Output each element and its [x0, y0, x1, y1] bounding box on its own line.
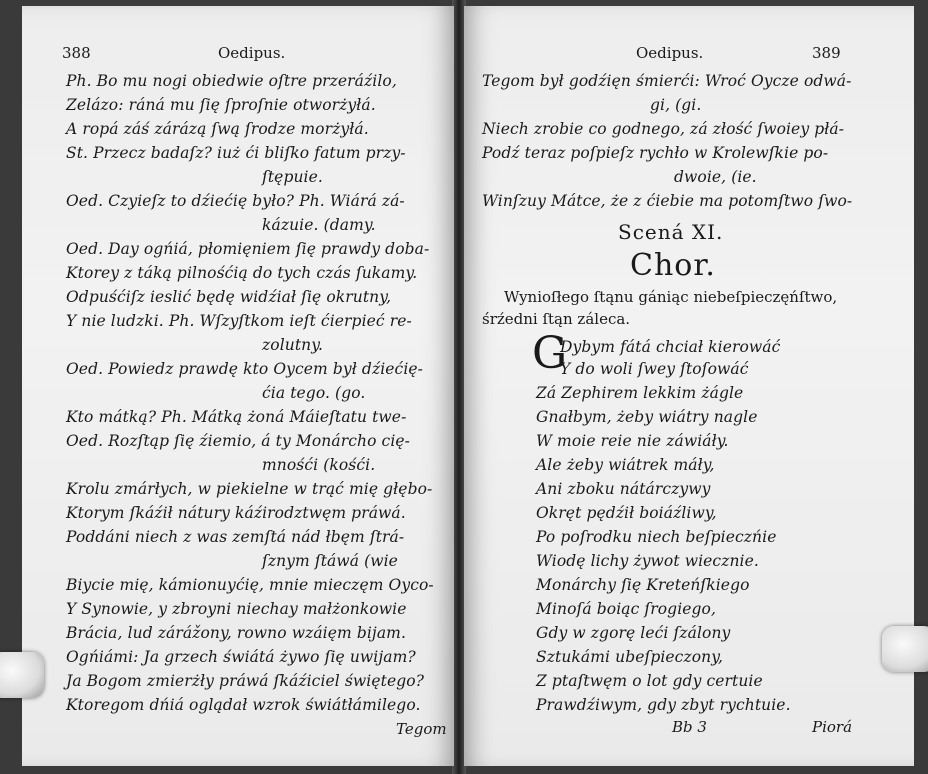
- left-line: Odpuśćiſz ieslić będę widźiał ſię okrutny,: [66, 288, 392, 306]
- right-line: Winſzuy Mátce, że z ćiebie ma potomſtwo ſwo-: [482, 192, 853, 210]
- intro-line: śrźedni ſtąn záleca.: [482, 310, 631, 328]
- left-line: A ropá záś zárázą ſwą ſrodze morżyłá.: [66, 120, 369, 138]
- verse-line: Po poſrodku niech beſpieczńie: [536, 528, 777, 546]
- left-line: ſznym ſtáwá (wie: [262, 552, 398, 570]
- left-line: St. Przecz badaſz? iuż ći bliſko fatum przy-: [66, 144, 406, 162]
- left-catchword: Tegom: [396, 720, 447, 738]
- verse-line: Ale żeby wiátrek máły,: [536, 456, 715, 474]
- verse-line: W moie reie nie záwiáły.: [536, 432, 729, 450]
- left-line: Y Synowie, y zbroyni niechay małżonkowie: [66, 600, 407, 618]
- left-line: mnośći (kośći.: [262, 456, 376, 474]
- verse-line: Okręt pędźił boiáźliwy,: [536, 504, 717, 522]
- verse-line: Zá Zephirem lekkim żágle: [536, 384, 744, 402]
- left-page: [22, 6, 454, 766]
- right-line: Tegom był godźięn śmierći: Wroć Oycze odwá-: [482, 72, 852, 90]
- left-line: Oed. Rozſtąp ſię źiemio, á ty Monárcho cię-: [66, 432, 410, 450]
- verse-line: Minoſá boiąc ſrogiego,: [536, 600, 717, 618]
- scene-title: Scená XI.: [618, 220, 724, 244]
- intro-line: Wynioſłego ſtąnu gániąc niebeſpieczęńſtwo,: [504, 288, 838, 306]
- right-running-head: Oedipus.: [636, 44, 704, 62]
- left-line: Poddáni niech z was zemſtá nád łbęm ſtrá-: [66, 528, 405, 546]
- left-page-number: 388: [62, 44, 91, 62]
- verse-line: Gnałbym, żeby wiátry nagle: [536, 408, 758, 426]
- left-line: ſtępuie.: [262, 168, 323, 186]
- left-line: Ogńiámi: Ja grzech świátá żywo ſię uwijam?: [66, 648, 416, 666]
- right-catchword: Piorá: [812, 718, 853, 736]
- left-line: Oed. Powiedz prawdę kto Oycem był dźiećię-: [66, 360, 423, 378]
- left-running-head: Oedipus.: [218, 44, 286, 62]
- verse-line: Prawdźiwym, gdy zbyt rychtuie.: [536, 696, 791, 714]
- page-clip-left: [0, 652, 44, 698]
- right-page-number: 389: [812, 44, 841, 62]
- verse-line: Y do woli ſwey ſtoſowáć: [560, 360, 749, 378]
- drop-cap: G: [532, 328, 568, 379]
- left-line: Kto mátką? Ph. Mátką żoná Máieſtatu twe-: [66, 408, 407, 426]
- verse-line: Z ptaſtwęm o lot gdy certuie: [536, 672, 763, 690]
- left-line: kázuie. (damy.: [262, 216, 376, 234]
- chor-title: Chor.: [630, 248, 716, 283]
- page-clip-right: [882, 626, 928, 672]
- left-line: Krolu zmárłych, w piekielne w trąć mię głębo-: [66, 480, 433, 498]
- left-line: Zelázo: ráná mu ſię ſproſnie otworżyłá.: [66, 96, 376, 114]
- left-line: Brácia, lud zárážony, rowno wzáięm bijam.: [66, 624, 406, 642]
- verse-line: Gdy w zgorę leći ſzálony: [536, 624, 731, 642]
- left-line: Y nie ludzki. Ph. Wſzyſtkom ieſt ćierpieć re-: [66, 312, 412, 330]
- left-line: Biycie mię, kámionuyćię, mnie mieczęm Oyco-: [66, 576, 434, 594]
- right-page: [464, 6, 914, 766]
- right-line: dwoie, (ie.: [674, 168, 757, 186]
- left-line: ćia tego. (go.: [262, 384, 366, 402]
- verse-line: Ani zboku nátárczywy: [536, 480, 711, 498]
- left-line: Ph. Bo mu nogi obiedwie oſtre przeráźilo,: [66, 72, 397, 90]
- left-line: Oed. Czyieſz to dźiećię było? Ph. Wiárá zá-: [66, 192, 405, 210]
- verse-line: Dybym fátá chciał kierowáć: [560, 338, 781, 356]
- left-line: Ja Bogom zmierżły práwá ſkáźiciel świętego?: [66, 672, 425, 690]
- signature-mark: Bb 3: [672, 718, 707, 736]
- left-line: Ktoregom dńiá oglądał wzrok świátłámilego.: [66, 696, 421, 714]
- left-line: Ktorym ſkáźił nátury káźirodztwęm práwá.: [66, 504, 406, 522]
- left-line: zolutny.: [262, 336, 324, 354]
- left-line: Oed. Day ogńiá, płomięniem ſię prawdy doba-: [66, 240, 430, 258]
- left-line: Ktorey z táką pilnośćią do tych czás ſukamy.: [66, 264, 418, 282]
- right-line: gi, (gi.: [650, 96, 702, 114]
- verse-line: Sztukámi ubeſpieczony,: [536, 648, 724, 666]
- verse-line: Wiodę lichy żywot wiecznie.: [536, 552, 759, 570]
- right-line: Niech zrobie co godnego, zá złość ſwoiey płá-: [482, 120, 845, 138]
- verse-line: Monárchy ſię Kreteńſkiego: [536, 576, 750, 594]
- right-line: Podź teraz poſpieſz rychło w Krolewſkie po-: [482, 144, 829, 162]
